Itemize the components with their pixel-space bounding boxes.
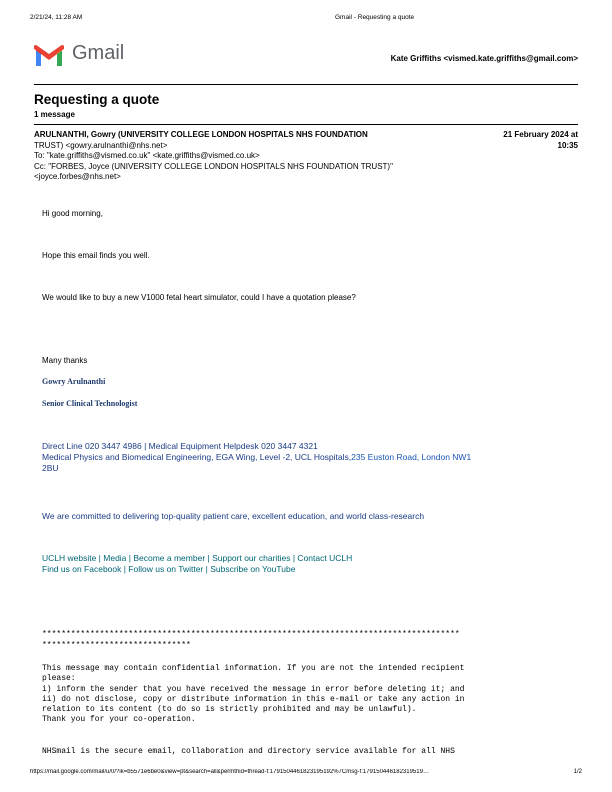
account-line: Kate Griffiths <vismed.kate.griffiths@gmail.com>: [390, 54, 578, 63]
uclh-links-line-1[interactable]: UCLH website | Media | Become a member | Support our charities | Contact UCLH: [42, 553, 353, 563]
print-datetime: 2/21/24, 11:28 AM: [30, 14, 83, 21]
divider: [34, 124, 578, 125]
print-title: Gmail - Requesting a quote: [335, 14, 415, 21]
stars-line-2: *******************************: [42, 641, 191, 650]
message-count: 1 message: [34, 110, 75, 119]
thread-subject: Requesting a quote: [34, 92, 160, 107]
request-text: We would like to buy a new V1000 fetal heart simulator, could I have a quotation please?: [42, 293, 356, 302]
print-header: [30, 14, 582, 24]
address-line: [42, 452, 572, 463]
signature-name: Gowry Arulnanthi: [42, 377, 106, 386]
greeting-text: Hi good morning,: [42, 209, 103, 218]
address-text: Medical Physics and Biomedical Engineering, EGA Wing, Level -2, UCL Hospitals,: [42, 452, 352, 462]
cc-line-1: Cc: "FORBES, Joyce (UNIVERSITY COLLEGE LONDON HOSPITALS NHS FOUNDATION TRUST)": [34, 161, 393, 171]
cc-line-2: <joyce.forbes@nhs.net>: [34, 172, 121, 181]
message-date-line-2: 10:35: [557, 140, 578, 150]
disclaimer-text: This message may contain confidential information. If you are not the intended recipient please: i) inform the sender that you have received the message in error before deleting it; and ii) do not disclose, copy or distribute information in this e-mail or take any action in relation to its content (to do so is strictly prohibited and may be unlawful). Thank you for your co-operation.: [42, 664, 465, 725]
page-number: 1/2: [573, 769, 582, 775]
thanks-text: Many thanks: [42, 356, 88, 365]
address-map-link[interactable]: 235 Euston Road, London NW1: [351, 452, 472, 462]
nhsmail-text: NHSmail is the secure email, collaboration and directory service available for all NHS: [42, 747, 455, 756]
commitment-text: We are committed to delivering top-quality patient care, excellent education, and world class-research: [42, 511, 425, 521]
divider: [34, 84, 578, 85]
stars-line-1: ***************************************************************************************: [42, 630, 460, 639]
contact-line: Direct Line 020 3447 4986 | Medical Equipment Helpdesk 020 3447 4321: [42, 441, 318, 451]
print-url: https://mail.google.com/mail/u/0/?ik=b5571e6be0&view=pt&search=all&permthid=thread-f:1791504461823195192%7Cmsg-f:179150446182319519…: [30, 769, 429, 775]
gmail-wordmark: Gmail: [72, 42, 125, 64]
hope-text: Hope this email finds you well.: [42, 251, 150, 260]
uclh-links-line-2[interactable]: Find us on Facebook | Follow us on Twitter | Subscribe on YouTube: [42, 564, 296, 574]
message-date-line-1: 21 February 2024 at: [503, 130, 578, 139]
message-date: [468, 130, 578, 151]
gmail-logo: [34, 42, 134, 70]
to-line: To: "kate.griffiths@vismed.co.uk" <kate.griffiths@vismed.co.uk>: [34, 151, 260, 160]
address-postcode: 2BU: [42, 463, 59, 473]
signature-title: Senior Clinical Technologist: [42, 399, 138, 408]
sender-line-1: ARULNANTHI, Gowry (UNIVERSITY COLLEGE LONDON HOSPITALS NHS FOUNDATION: [34, 130, 368, 139]
gmail-m-icon: [34, 44, 64, 66]
sender-line-2: TRUST) <gowry.arulnanthi@nhs.net>: [34, 140, 168, 150]
